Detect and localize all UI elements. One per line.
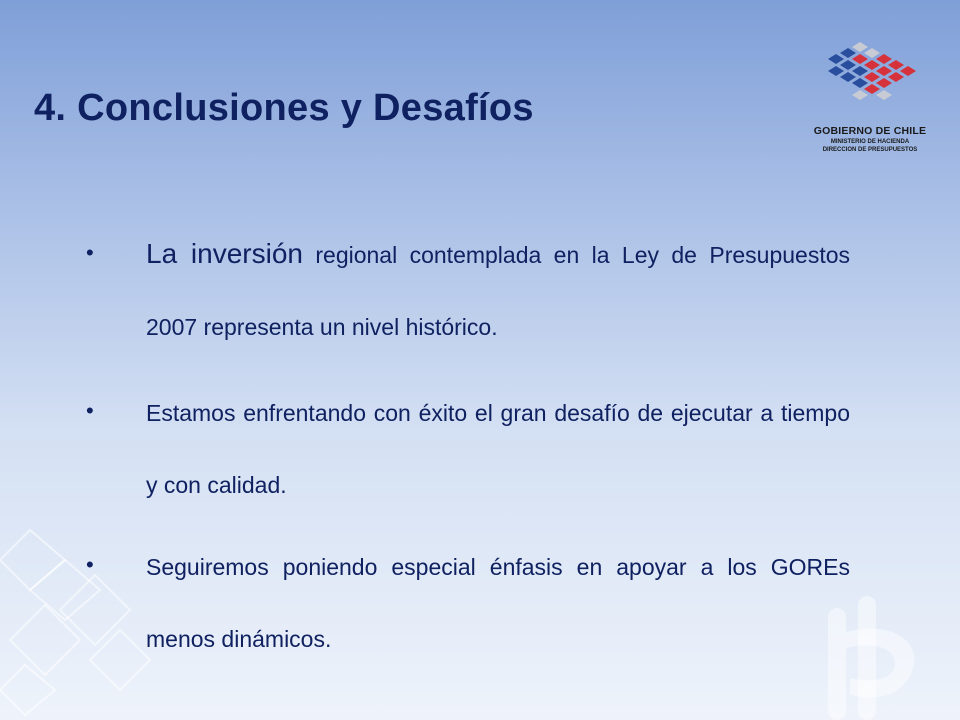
- deco-cube-6: [90, 630, 150, 690]
- logo-ministry-label: MINISTERIO DE HACIENDA: [830, 138, 910, 145]
- bullet-text: [146, 218, 850, 363]
- slide-title: 4. Conclusiones y Desafíos: [34, 87, 534, 130]
- bullet-symbol: •: [86, 398, 94, 423]
- bullet-text: [146, 530, 850, 675]
- bullet-body-text: Estamos enfrentando con éxito el gran desafío de ejecutar a tiempo y con calidad.: [146, 400, 850, 498]
- bullet-body-text: regional contemplada en la Ley de Presupuestos 2007 representa un nivel histórico.: [146, 242, 850, 340]
- logo-text: [800, 126, 940, 153]
- bullet-text: [146, 376, 850, 521]
- bullet-symbol: •: [86, 240, 94, 265]
- deco-cube-5: [0, 665, 55, 715]
- logo-directorate-label: DIRECCION DE PRESUPUESTOS: [822, 146, 918, 153]
- logo-cubes-icon: [822, 40, 918, 120]
- gobierno-de-chile-logo: [800, 40, 940, 160]
- deco-cube-3: [60, 575, 130, 645]
- bullet-symbol: •: [86, 552, 94, 577]
- bullet-body-text: Seguiremos poniendo especial énfasis en apoyar a los GOREs menos dinámicos.: [146, 554, 850, 652]
- deco-cube-1: [0, 530, 65, 590]
- deco-cube-4: [10, 605, 80, 675]
- logo-government-label: GOBIERNO DE CHILE: [813, 125, 927, 137]
- bullet-lead-text: La inversión: [146, 238, 303, 269]
